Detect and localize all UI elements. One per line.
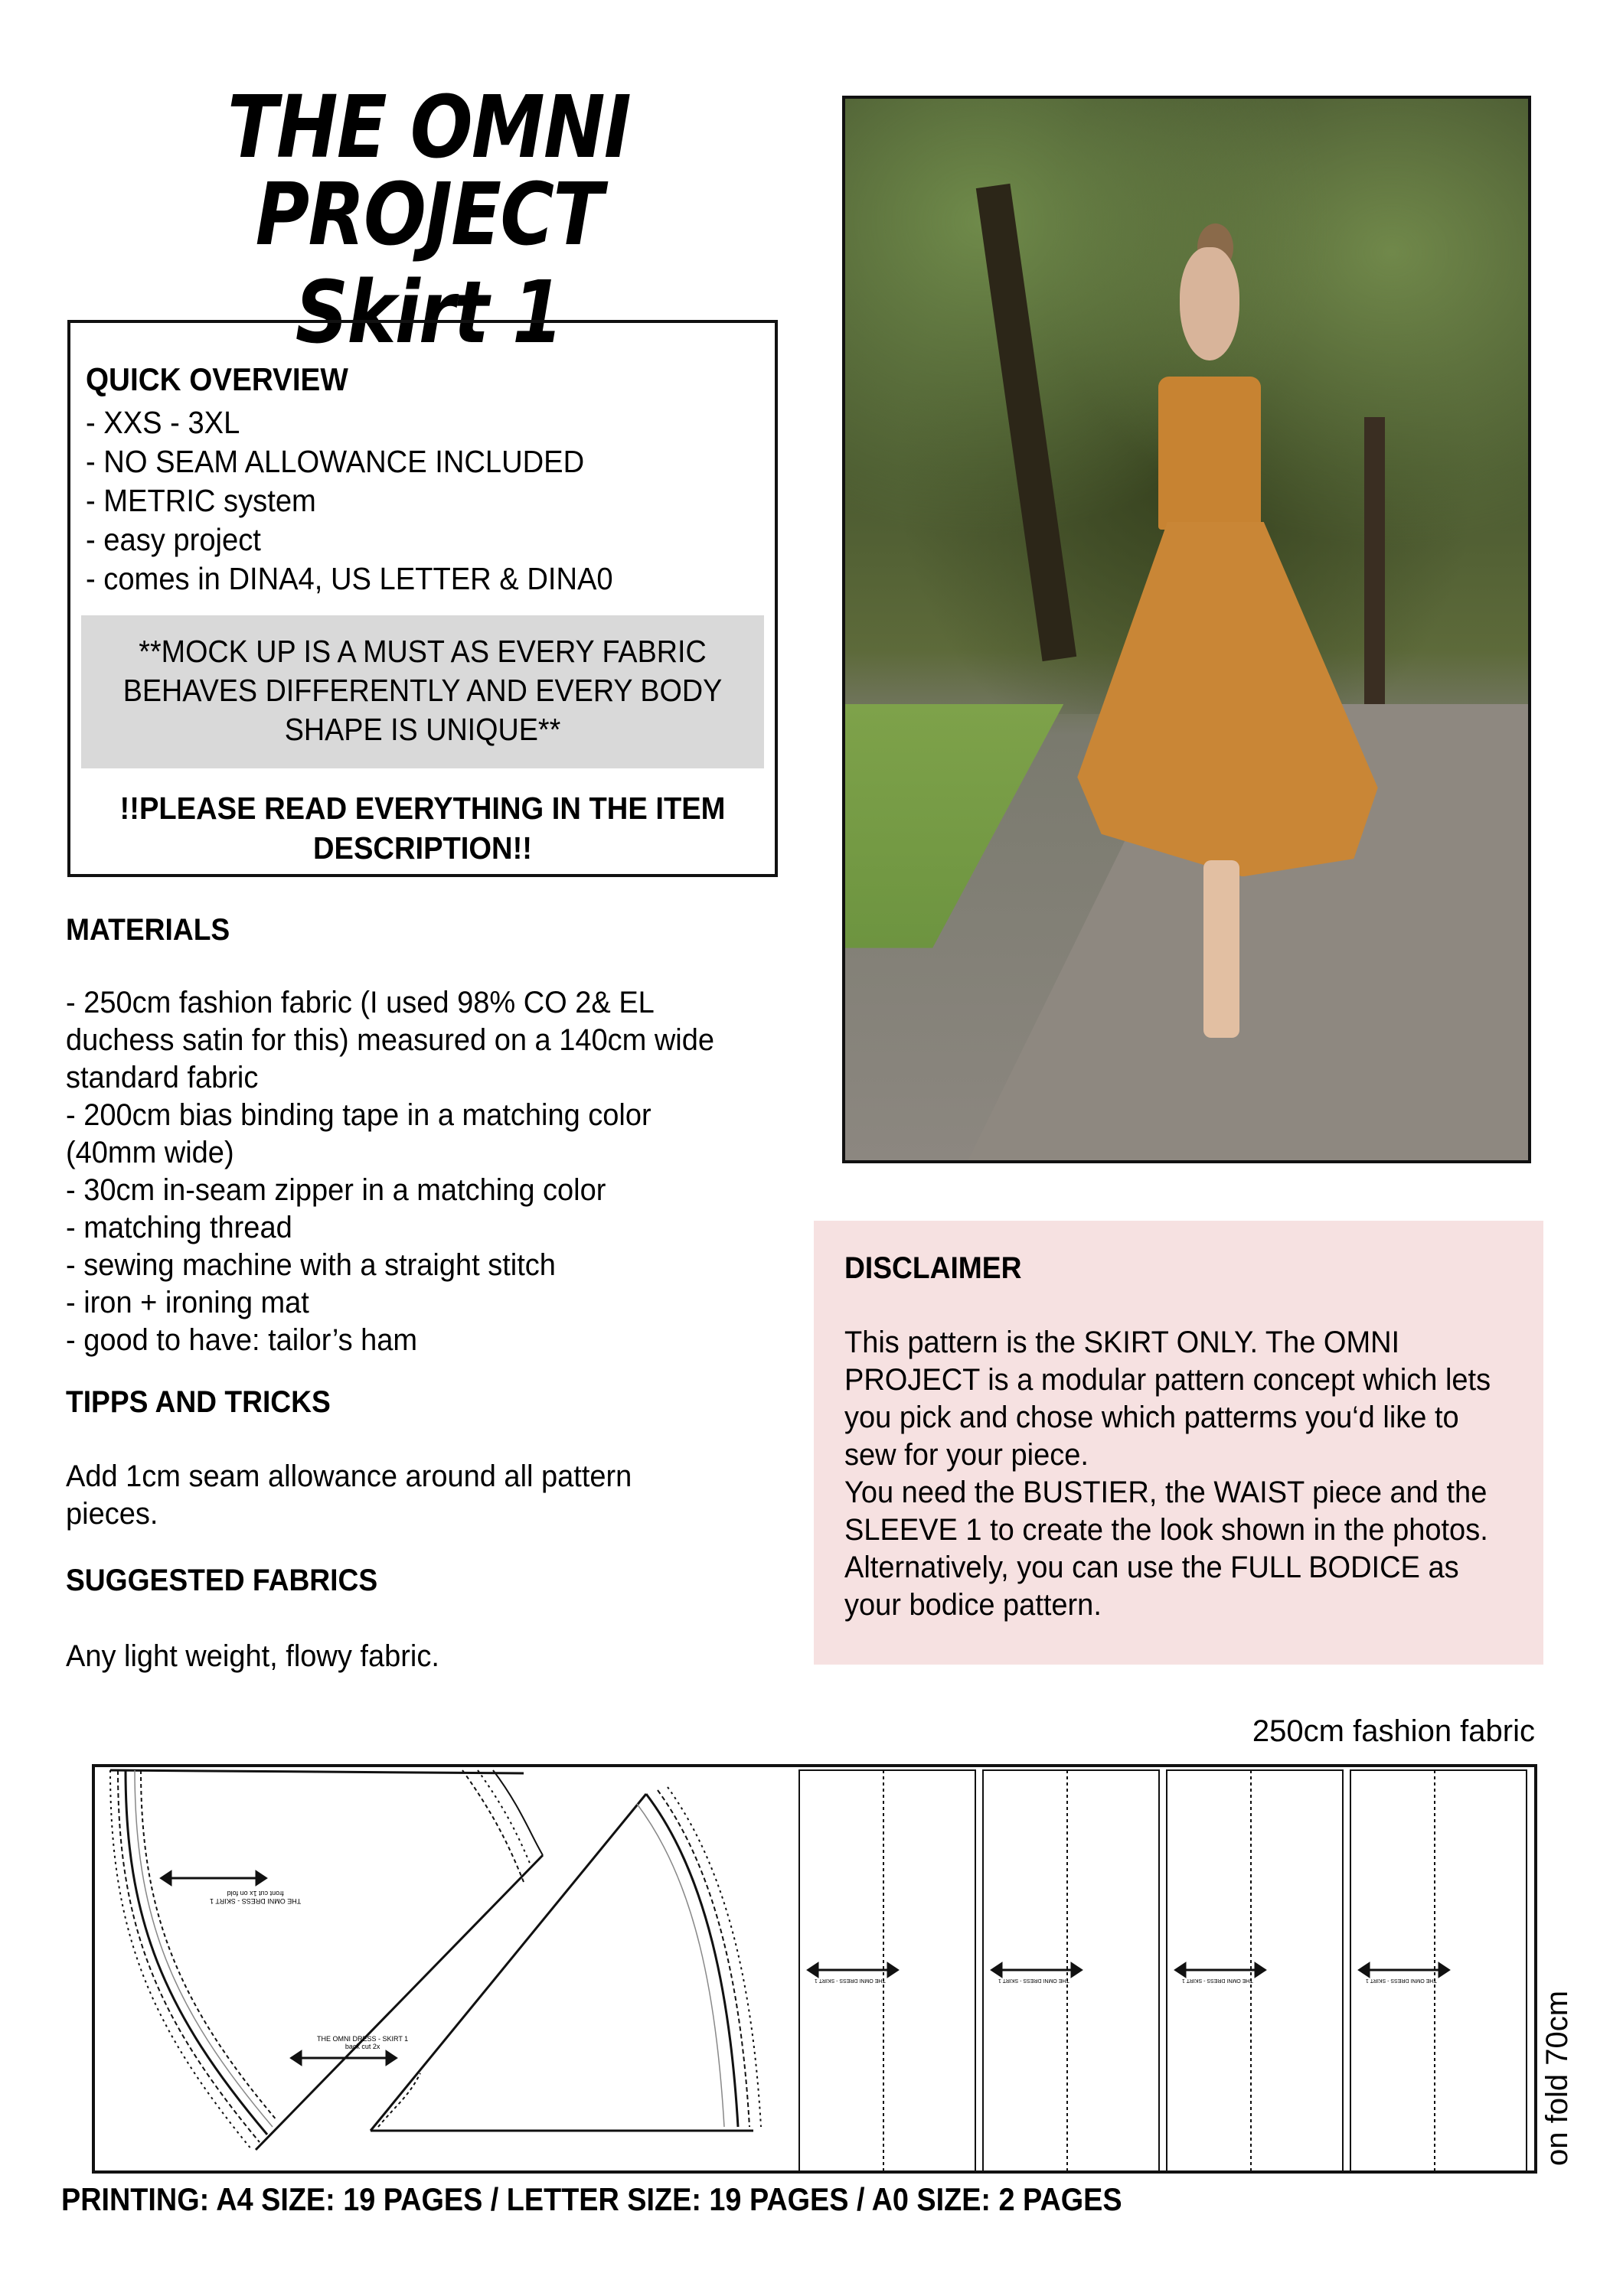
cutting-layout-diagram bbox=[95, 1767, 1540, 2177]
material-item: - 250cm fashion fabric (I used 98% CO 2& EL duchess satin for this) measured on a 140cm wide standard fabric bbox=[66, 986, 714, 1094]
tips-text: Add 1cm seam allowance around all pattern pieces. bbox=[66, 1459, 632, 1531]
disclaimer-paragraph: This pattern is the SKIRT ONLY. The OMNI PROJECT is a modular pattern concept which lets you pick and chose which patterms you‘d like to sew for your piece. bbox=[844, 1326, 1491, 1472]
cutting-layout bbox=[92, 1764, 1537, 2174]
grainline-arrow-icon bbox=[807, 1962, 1450, 1978]
piece-label bbox=[210, 1890, 301, 1905]
product-photo bbox=[842, 96, 1531, 1163]
piece-label bbox=[1182, 1978, 1253, 1983]
printing-info: PRINTING: A4 SIZE: 19 PAGES / LETTER SIZE: 19 PAGES / A0 SIZE: 2 PAGES bbox=[61, 2181, 1122, 2217]
title-line-1: THE OMNI PROJECT bbox=[227, 78, 631, 266]
piece-name: THE OMNI DRESS - SKIRT 1 bbox=[317, 2035, 409, 2043]
disclaimer-heading: DISCLAIMER bbox=[844, 1251, 1022, 1285]
overview-item: - METRIC system bbox=[86, 483, 316, 518]
tips-heading: TIPPS AND TRICKS bbox=[66, 1385, 331, 1419]
mockup-notice bbox=[81, 615, 764, 768]
disclaimer-box bbox=[814, 1221, 1543, 1665]
piece-name: THE OMNI DRESS - SKIRT 1 bbox=[1366, 1978, 1437, 1983]
material-item: - matching thread bbox=[66, 1211, 292, 1244]
piece-note: back cut 2x bbox=[345, 2043, 380, 2050]
fabric-length-label: 250cm fashion fabric bbox=[1252, 1714, 1535, 1748]
piece-note: front cut 1x on fold bbox=[227, 1890, 284, 1897]
quick-overview-box bbox=[67, 320, 778, 877]
page-title bbox=[46, 78, 812, 364]
skirt-back-piece bbox=[371, 1787, 761, 2131]
material-item: - 30cm in-seam zipper in a matching color bbox=[66, 1173, 606, 1207]
photo-model bbox=[1077, 247, 1377, 1054]
piece-label bbox=[998, 1978, 1069, 1983]
photo-dress-bodice bbox=[1158, 377, 1260, 530]
overview-item: - comes in DINA4, US LETTER & DINA0 bbox=[86, 561, 613, 596]
fold-width-label: on fold 70cm bbox=[1540, 1990, 1574, 2166]
piece-name: THE OMNI DRESS - SKIRT 1 bbox=[210, 1897, 302, 1905]
overview-list bbox=[86, 403, 652, 598]
title-line-2: Skirt 1 bbox=[295, 263, 563, 364]
photo-grass bbox=[845, 704, 1063, 948]
photo-head bbox=[1180, 247, 1239, 360]
overview-item: - XXS - 3XL bbox=[86, 405, 240, 440]
overview-heading: QUICK OVERVIEW bbox=[86, 361, 348, 397]
material-item: - iron + ironing mat bbox=[66, 1286, 309, 1319]
piece-name: THE OMNI DRESS - SKIRT 1 bbox=[998, 1978, 1069, 1983]
mockup-notice-text: **MOCK UP IS A MUST AS EVERY FABRIC BEHAVES DIFFERENTLY AND EVERY BODY SHAPE IS UNIQUE** bbox=[122, 634, 723, 747]
piece-label bbox=[815, 1978, 886, 1983]
piece-name: THE OMNI DRESS - SKIRT 1 bbox=[1182, 1978, 1253, 1983]
overview-item: - easy project bbox=[86, 522, 261, 557]
material-item: - good to have: tailor’s ham bbox=[66, 1323, 418, 1357]
material-item: - sewing machine with a straight stitch bbox=[66, 1248, 556, 1282]
overview-item: - NO SEAM ALLOWANCE INCLUDED bbox=[86, 444, 585, 479]
material-item: - 200cm bias binding tape in a matching color (40mm wide) bbox=[66, 1098, 651, 1169]
please-read-notice bbox=[70, 788, 775, 868]
photo-legs bbox=[1203, 860, 1239, 1038]
materials-list bbox=[66, 984, 778, 1359]
disclaimer-paragraph: You need the BUSTIER, the WAIST piece and the SLEEVE 1 to create the look shown in the photos. Alternatively, you can use the FULL BODICE as your bodice pattern. bbox=[844, 1476, 1488, 1622]
piece-label bbox=[1366, 1978, 1437, 1983]
disclaimer-body bbox=[844, 1324, 1499, 1624]
fabrics-text: Any light weight, flowy fabric. bbox=[66, 1639, 439, 1673]
piece-name: THE OMNI DRESS - SKIRT 1 bbox=[815, 1978, 886, 1983]
photo-dress-skirt bbox=[1077, 522, 1377, 877]
fabrics-heading: SUGGESTED FABRICS bbox=[66, 1564, 378, 1597]
piece-label bbox=[317, 2035, 408, 2050]
please-read-text: !!PLEASE READ EVERYTHING IN THE ITEM DESCRIPTION!! bbox=[119, 791, 726, 866]
materials-heading: MATERIALS bbox=[66, 913, 230, 947]
